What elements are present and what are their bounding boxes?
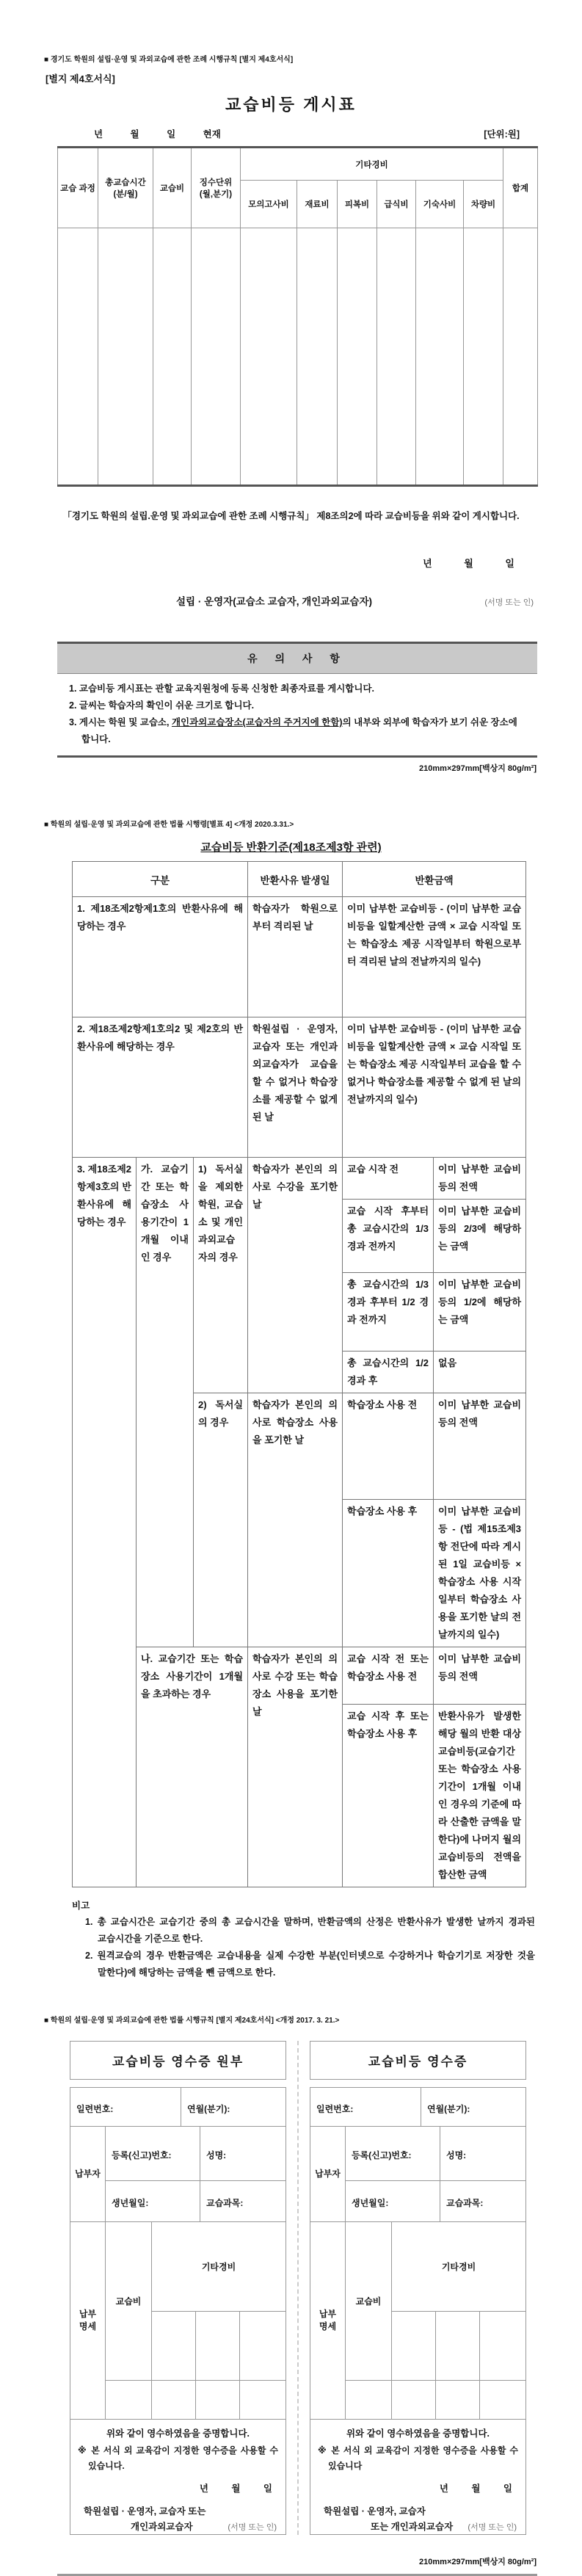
receipt-original-copy: [70, 2041, 286, 2535]
refund-header-amount: 반환금액: [343, 862, 526, 897]
receipt-left-detail-label-line2: 명세: [79, 2321, 97, 2332]
col-header-vehicle-fee: 차량비: [464, 181, 503, 228]
receipt-left-regno-label: 등록(신고)번호:: [106, 2127, 200, 2180]
receipt-customer-copy: [310, 2041, 526, 2535]
receipt-right-serial-row: [310, 2088, 525, 2126]
receipts-section: [70, 2041, 582, 2535]
posting-date-blank: 년 월 일: [423, 558, 514, 569]
col-header-total: 합계: [503, 148, 538, 228]
notice-box: [57, 642, 537, 758]
receipt-right-certification: [310, 2420, 526, 2535]
notice-item-3-post: 의 내부와 외부에 학습자가 보기 쉬운 장소에 합니다.: [81, 717, 517, 744]
receipt-right-payer-label: 납부자: [310, 2127, 346, 2221]
receipt-right-fee-entry: [346, 2381, 392, 2419]
page-title-fee-posting: 교습비등 게시표: [225, 95, 357, 114]
refund-row2-case: 2. 제18조제2항제1호의2 및 제2호의 반환사유에 해당하는 경우: [73, 1017, 248, 1158]
form-code: [별지 제4호서식]: [46, 73, 115, 84]
receipt-right-table: [310, 2087, 526, 2420]
refund-row3-ga1-when-1: 교습 시작 후부터 총 교습시간의 1/3 경과 전까지: [343, 1200, 434, 1273]
rule-marker-line-1: ■ 경기도 학원의 설립·운영 및 과외교습에 관한 조례 시행규칙 [별지 제4호서식]: [44, 56, 294, 64]
entry-cell-billing-unit: [192, 228, 241, 486]
refund-header-category: 구분: [73, 862, 248, 897]
paper-size-note-1: 210mm×297mm[백상지 80g/m²]: [419, 764, 536, 773]
posting-declaration: 「경기도 학원의 설립.운영 및 과외교습에 관한 조례 시행규칙」 제8조의2에 따라 교습비등을 위와 같이 게시합니다.: [62, 511, 520, 521]
entry-cell-material-fee: [297, 228, 338, 486]
refund-row3-na-when-1: 교습 시작 후 또는 학습장소 사용 후: [343, 1705, 434, 1887]
col-header-clothing-fee: 피복비: [338, 181, 377, 228]
entry-cell-dormitory-fee: [416, 228, 464, 486]
receipt-left-subject-label: 교습과목:: [206, 2198, 244, 2208]
refund-row3-case: 3. 제18조제2항제3호의 반환사유에 해당하는 경우: [73, 1158, 137, 1887]
receipt-left-birth-label: 생년월일:: [106, 2181, 200, 2221]
date-unit-row: [94, 127, 520, 140]
receipt-right-detail-label: [310, 2222, 346, 2419]
refund-row2-event: 학원설립 · 운영자, 교습자 또는 개인과외교습자가 교습을 할 수 없거나 학습장소를 제공할 수 없게 된 날: [248, 1017, 343, 1158]
receipt-right-date-blank: 년 월 일: [439, 2484, 512, 2494]
receipt-right-bottom-entry-3: [480, 2381, 525, 2419]
as-of-date-blank: 년 월 일 현재: [94, 129, 221, 139]
receipt-left-other-entry-1: [152, 2312, 196, 2380]
refund-row3-ga1-amount-3: 없음: [434, 1352, 526, 1393]
col-header-dormitory-fee: 기숙사비: [416, 181, 464, 228]
receipt-right-subject-label: 교습과목:: [446, 2198, 484, 2208]
entry-cell-total: [503, 228, 538, 486]
receipt-left-serial-row: [70, 2088, 285, 2126]
refund-row3-ga1-case: 1) 독서실을 제외한 학원, 교습소 및 개인과외교습자의 경우: [194, 1158, 248, 1393]
receipt-right-fee-label: 교습비: [346, 2222, 392, 2380]
receipt-left-date-blank: 년 월 일: [199, 2484, 272, 2494]
receipt-left-detail-label-line1: 납부: [79, 2309, 97, 2319]
col-header-total-hours: 총교습시간 (분/월): [98, 148, 153, 228]
posting-sign-or-seal-note: (서명 또는 인): [484, 598, 534, 607]
refund-row3-ga2-amount-0: 이미 납부한 교습비등의 전액: [434, 1393, 526, 1500]
receipt-left-other-entry-3: [240, 2312, 285, 2380]
receipt-right-other-expenses-label: 기타경비: [392, 2222, 525, 2312]
refund-row3-ga2-when-1: 학습장소 사용 후: [343, 1500, 434, 1647]
col-header-mock-exam-fee: 모의고사비: [241, 181, 297, 228]
entry-cell-mock-exam-fee: [241, 228, 297, 486]
receipt-right-detail-label-line1: 납부: [319, 2309, 337, 2319]
refund-row3-na-event: 학습자가 본인의 의사로 수강 또는 학습장소 사용을 포기한 날: [248, 1647, 343, 1887]
receipt-left-cert-note: ※ 본 서식 외 교육감이 지정한 영수증을 사용할 수 있습니다.: [78, 2445, 278, 2471]
entry-cell-meal-fee: [377, 228, 416, 486]
col-header-material-fee: 재료비: [297, 181, 338, 228]
receipt-left-signer-line2: [78, 2517, 278, 2533]
receipt-right-birth-label: 생년월일:: [346, 2181, 440, 2221]
refund-table-title: [0, 839, 582, 855]
fee-posting-table: [57, 146, 538, 487]
receipt-left-other-entry-2: [196, 2312, 240, 2380]
receipt-right-serial-label: 일련번호:: [310, 2088, 421, 2126]
notice-item-1: 1. 교습비등 게시표는 관할 교육지원청에 등록 신청한 최종자료를 게시합니다.: [69, 683, 375, 694]
col-header-fee: 교습비: [153, 148, 192, 228]
receipt-left-bottom-entry-2: [196, 2381, 240, 2419]
col-header-meal-fee: 급식비: [377, 181, 416, 228]
refund-row3-na-when-0: 교습 시작 전 또는 학습장소 사용 전: [343, 1647, 434, 1705]
refund-row3-na-amount-0: 이미 납부한 교습비등의 전액: [434, 1647, 526, 1705]
receipt-left-sign-or-seal-note: (서명 또는 인): [228, 2523, 277, 2532]
refund-row3-ga2-event: 학습자가 본인의 의사로 학습장소 사용을 포기한 날: [248, 1393, 343, 1647]
refund-row3-ga2-amount-1: 이미 납부한 교습비등 - (법 제15조제3항 전단에 따라 게시된 1일 교습비등 × 학습장소 사용 시작일부터 학습장소 사용을 포기한 날의 전날까지의 일수): [434, 1500, 526, 1647]
refund-header-event-date: 반환사유 발생일: [248, 862, 343, 897]
paper-size-note-2: 210mm×297mm[백상지 80g/m²]: [419, 2558, 536, 2566]
receipt-right-bottom-entry-1: [392, 2381, 436, 2419]
receipt-left-cert-statement: 위와 같이 영수하였음을 증명합니다.: [106, 2428, 250, 2439]
receipt-right-other-entry-3: [480, 2312, 525, 2380]
entry-cell-fee: [153, 228, 192, 486]
refund-row3-ga1-amount-1: 이미 납부한 교습비등의 2/3에 해당하는 금액: [434, 1200, 526, 1273]
rule-marker-line-3: ■ 학원의 설립·운영 및 과외교습에 관한 법률 시행규칙 [별지 제24호서식] <개정 2017. 3. 21.>: [44, 2017, 340, 2025]
receipt-cut-divider: [297, 2041, 299, 2535]
receipt-right-sign-or-seal-note: (서명 또는 인): [468, 2523, 517, 2532]
refund-row1-case: 1. 제18조제2항제1호의 반환사유에 해당하는 경우: [73, 897, 248, 1017]
receipt-left-payer-block: [70, 2126, 285, 2221]
receipt-left-signer-line2-text: 개인과외교습자: [131, 2522, 193, 2532]
posting-signer-row: [176, 593, 534, 608]
entry-cell-clothing-fee: [338, 228, 377, 486]
receipt-left-period-label: 연월(분기):: [187, 2103, 230, 2114]
posting-signer-label: 설립 · 운영자(교습소 교습자, 개인과외교습자): [176, 596, 372, 607]
receipt-left-name-label: 성명:: [206, 2150, 227, 2160]
refund-row3-ga-case: 가. 교습기간 또는 학습장소 사용기간이 1개월 이내인 경우: [137, 1158, 194, 1647]
refund-row1-amount: 이미 납부한 교습비등 - (이미 납부한 교습비등을 일할계산한 금액 × 교습 시작일 또는 학습장소 제공 시작일부터 학원으로부터 격리된 날의 전날까지의 일수): [343, 897, 526, 1017]
receipt-left-title: 교습비등 영수증 원부: [70, 2041, 286, 2080]
receipt-left-fee-label: 교습비: [106, 2222, 152, 2380]
refund-table-title-text: 교습비등 반환기준(제18조제3항 관련): [200, 841, 382, 854]
receipt-right-title: 교습비등 영수증: [310, 2041, 526, 2080]
entry-cell-course: [58, 228, 98, 486]
receipt-right-other-entry-1: [392, 2312, 436, 2380]
refund-row3-ga1-when-2: 총 교습시간의 1/3 경과 후부터 1/2 경과 전까지: [343, 1273, 434, 1352]
unit-label: [단위:원]: [484, 129, 520, 139]
remark-item-2: 2. 원격교습의 경우 반환금액은 교습내용을 실제 수강한 부분(인터넷으로 수강하거나 학습기기로 저장한 것을 말한다)에 해당하는 금액을 뺀 금액으로 한다.: [85, 1951, 535, 1978]
receipt-left-payer-label: 납부자: [70, 2127, 106, 2221]
remarks-title: 비고: [72, 1901, 90, 1911]
receipt-right-cert-note: ※ 본 서식 외 교육감이 지정한 영수증을 사용할 수 있습니다: [318, 2445, 518, 2471]
receipt-left-certification: [70, 2420, 286, 2535]
refund-row3-ga1-amount-2: 이미 납부한 교습비등의 1/2에 해당하는 금액: [434, 1273, 526, 1352]
refund-row1-event: 학습자가 학원으로부터 격리된 날: [248, 897, 343, 1017]
notice-items: [57, 674, 537, 755]
receipt-left-bottom-entry-1: [152, 2381, 196, 2419]
receipt-right-period-label: 연월(분기):: [427, 2103, 470, 2114]
receipt-right-detail-block: [310, 2221, 525, 2419]
refund-row3-ga2-case: 2) 독서실의 경우: [194, 1393, 248, 1647]
refund-row2-amount: 이미 납부한 교습비등 - (이미 납부한 교습비등을 일할계산한 금액 × 교습 시작일 또는 학습장소 제공 시작일부터 교습을 할 수 없거나 학습장소를 제공할 수 없게 된 날의 전날까지의 일수): [343, 1017, 526, 1158]
receipt-left-detail-label: [70, 2222, 106, 2419]
refund-criteria-table: [72, 861, 526, 1887]
receipt-left-fee-entry: [106, 2381, 152, 2419]
notice-item-2: 2. 글씨는 학습자의 확인이 쉬운 크기로 합니다.: [69, 700, 255, 711]
receipt-right-cert-statement: 위와 같이 영수하였음을 증명합니다.: [346, 2428, 490, 2439]
receipt-left-table: [70, 2087, 286, 2420]
refund-row3-na-case: 나. 교습기간 또는 학습장소 사용기간이 1개월을 초과하는 경우: [137, 1647, 248, 1887]
receipt-left-detail-block: [70, 2221, 285, 2419]
refund-row3-na-amount-1: 반환사유가 발생한 해당 월의 반환 대상 교습비등(교습기간 또는 학습장소 사용기간이 1개월 이내인 경우의 기준에 따라 산출한 금액을 말한다)에 나머지 월의 교습비등의 전액을 합산한 금액: [434, 1705, 526, 1887]
refund-row3-ga1-when-3: 총 교습시간의 1/2 경과 후: [343, 1352, 434, 1393]
entry-cell-total-hours: [98, 228, 153, 486]
refund-row3-ga2-when-0: 학습장소 사용 전: [343, 1393, 434, 1500]
refund-row3-ga1-amount-0: 이미 납부한 교습비등의 전액: [434, 1158, 526, 1200]
receipt-left-other-expenses-label: 기타경비: [152, 2222, 285, 2312]
receipt-right-signer-line2: [318, 2517, 518, 2533]
col-header-billing-unit: 징수단위 (월,분기): [192, 148, 241, 228]
col-header-course: 교습 과정: [58, 148, 98, 228]
col-header-other-expenses: 기타경비: [241, 148, 503, 181]
refund-row3-ga1-when-0: 교습 시작 전: [343, 1158, 434, 1200]
receipt-right-regno-label: 등록(신고)번호:: [346, 2127, 440, 2180]
receipt-left-bottom-entry-3: [240, 2381, 285, 2419]
entry-cell-vehicle-fee: [464, 228, 503, 486]
receipt-left-signer-line1: 학원설립 · 운영자, 교습자 또는: [84, 2506, 206, 2517]
rule-marker-line-2: ■ 학원의 설립·운영 및 과외교습에 관한 법률 시행령[별표 4] <개정 2020.3.31.>: [44, 821, 294, 829]
notice-item-3-pre: 3. 게시는 학원 및 교습소,: [69, 717, 172, 728]
refund-row3-ga1-event: 학습자가 본인의 의사로 수강을 포기한 날: [248, 1158, 343, 1393]
notice-item-3: [69, 714, 527, 748]
refund-remarks: [72, 1898, 582, 1981]
receipt-right-other-entry-2: [436, 2312, 480, 2380]
notice-title: 유 의 사 항: [57, 644, 537, 674]
receipt-left-serial-label: 일련번호:: [70, 2088, 181, 2126]
receipt-right-detail-label-line2: 명세: [319, 2321, 337, 2332]
notice-item-3-underlined: 개인과외교습장소(교습자의 주거지에 한함): [171, 717, 343, 728]
receipt-right-signer-line1: 학원설립 · 운영자, 교습자: [324, 2506, 426, 2517]
remark-item-1: 1. 총 교습시간은 교습기간 중의 총 교습시간을 말하며, 반환금액의 산정은 반환사유가 발생한 날까지 경과된 교습시간을 기준으로 한다.: [85, 1917, 535, 1944]
receipt-right-bottom-entry-2: [436, 2381, 480, 2419]
receipt-right-payer-block: [310, 2126, 525, 2221]
receipt-right-signer-line2-text: 또는 개인과외교습자: [371, 2522, 454, 2532]
receipt-right-name-label: 성명:: [446, 2150, 467, 2160]
